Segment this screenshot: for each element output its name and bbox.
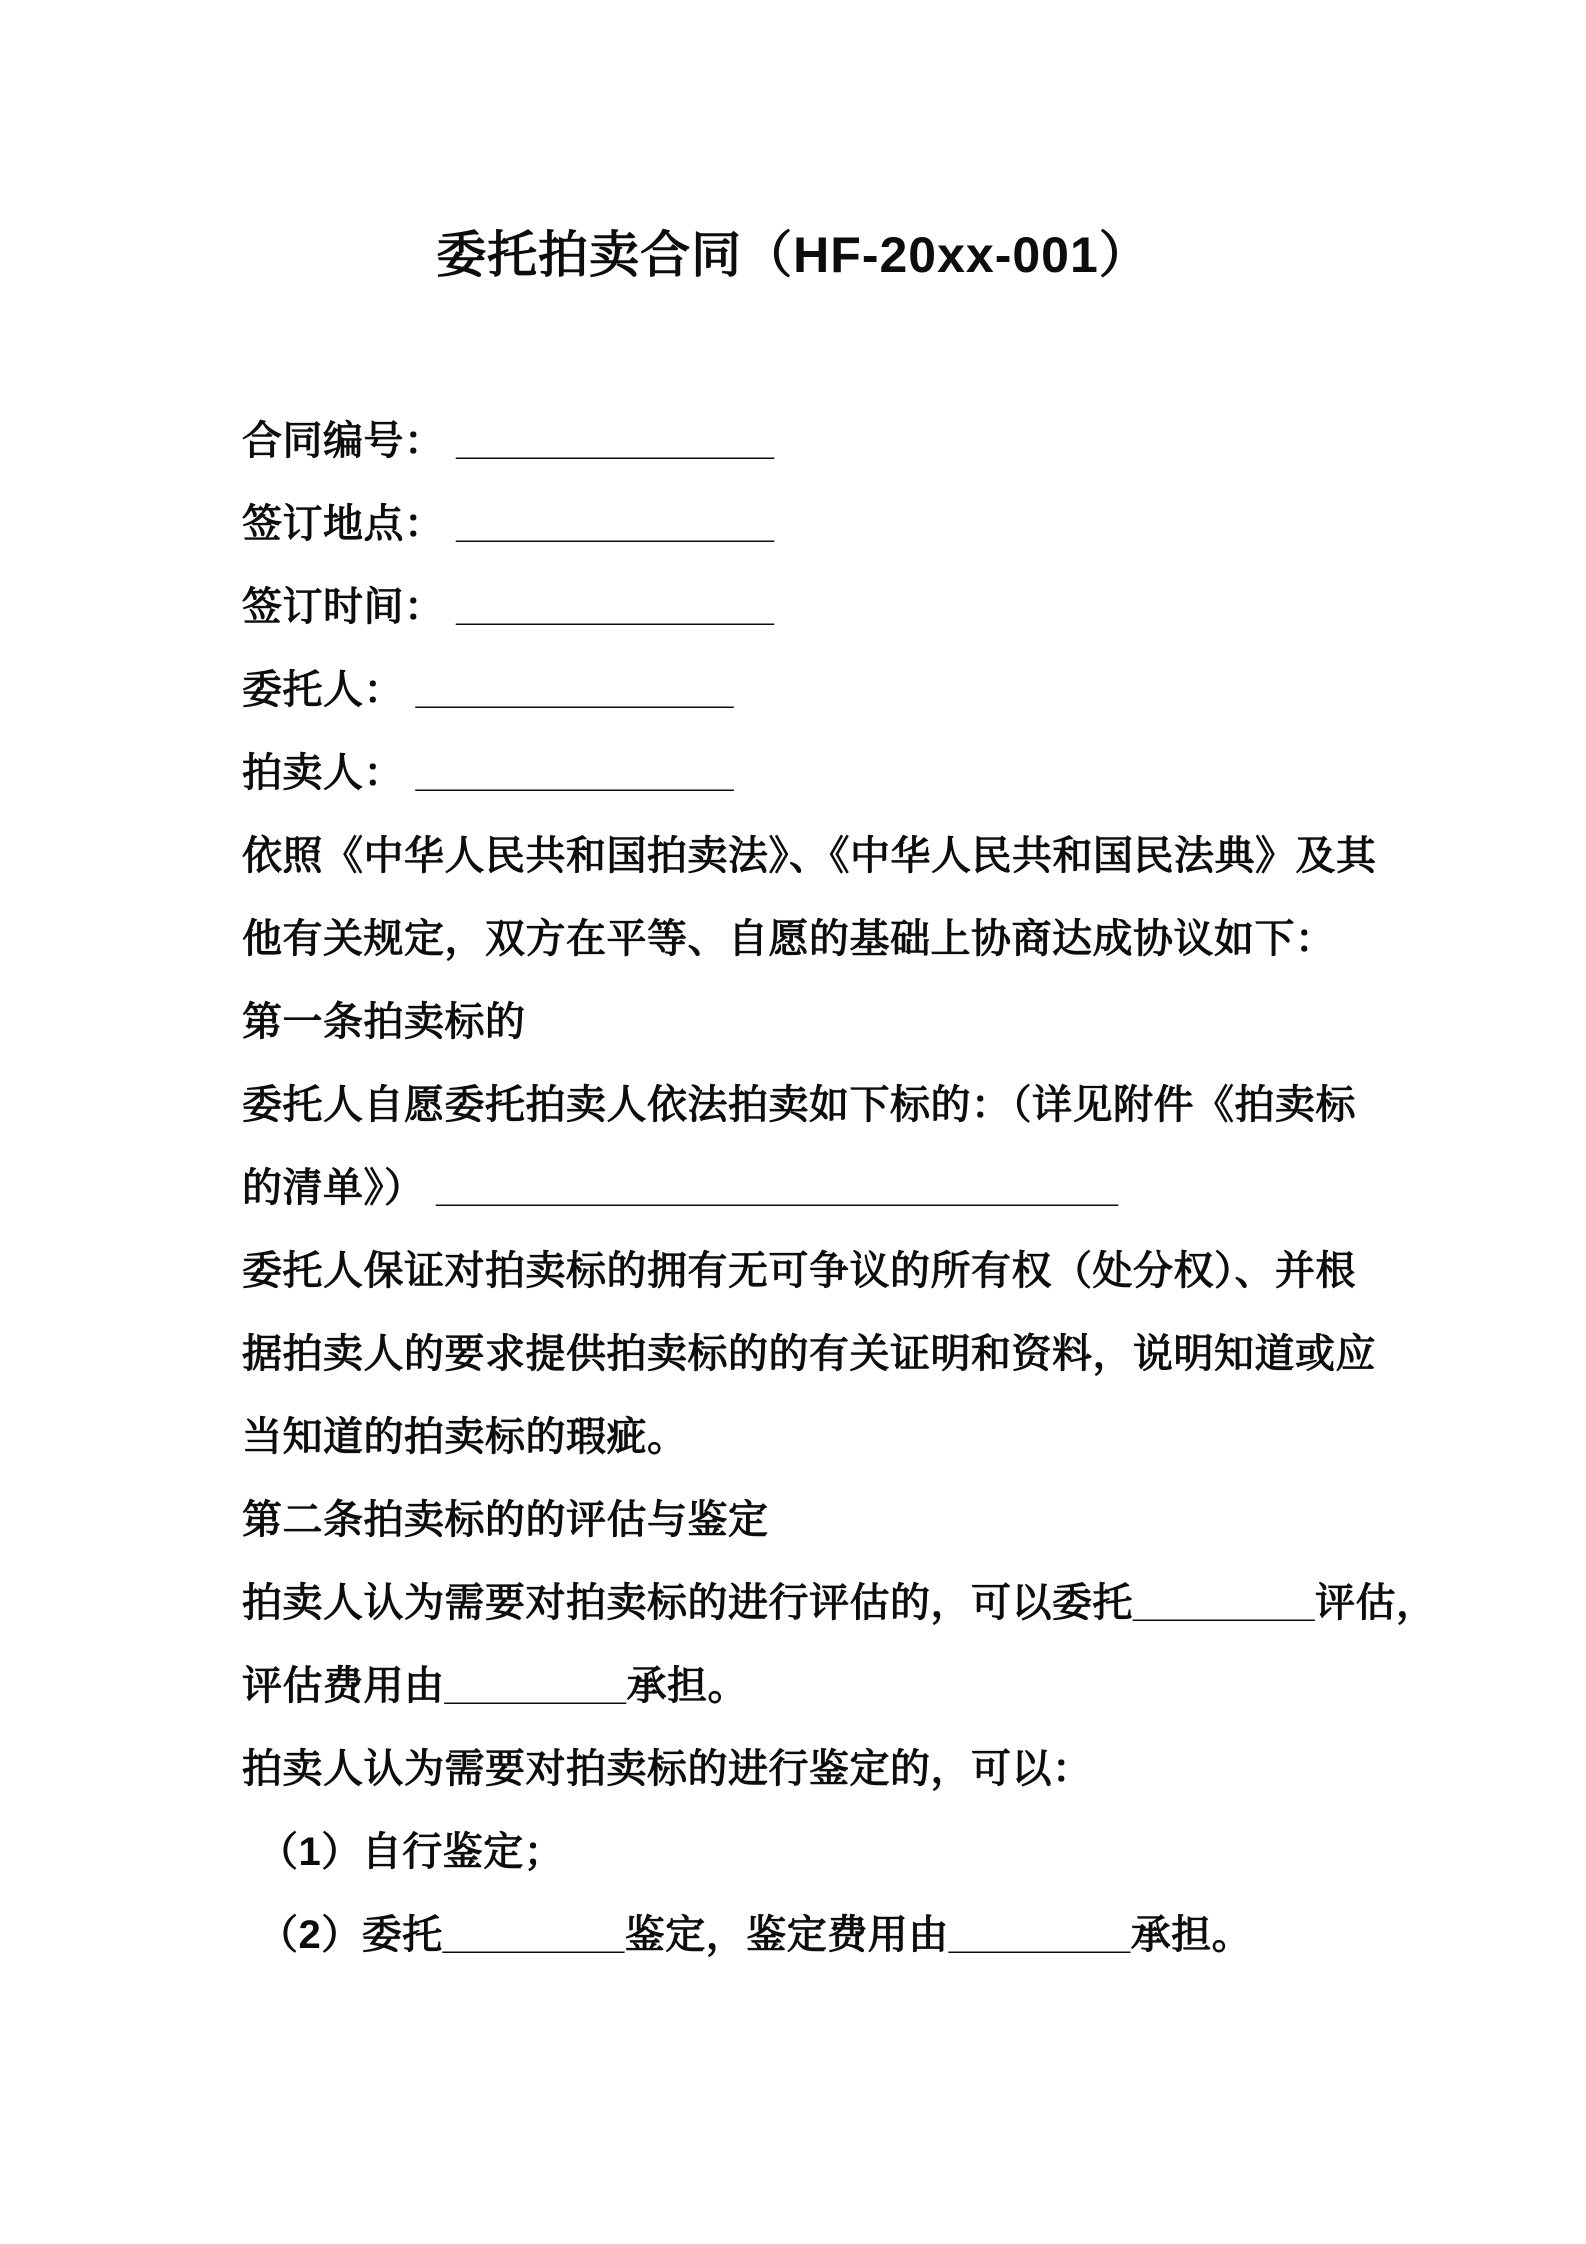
- contract-line: 委托人保证对拍卖标的拥有无可争议的所有权（处分权）、并根: [242, 1249, 1356, 1293]
- contract-line: 他有关规定，双方在平等、自愿的基础上协商达成协议如下：: [242, 917, 1336, 961]
- contract-line: 拍卖人认为需要对拍卖标的进行鉴定的，可以：: [242, 1747, 1093, 1791]
- contract-line: 委托人自愿委托拍卖人依法拍卖如下标的：（详见附件《拍卖标: [242, 1083, 1356, 1127]
- contract-line: 拍卖人： ______________: [242, 751, 735, 795]
- contract-line: 委托人： ______________: [242, 668, 735, 712]
- contract-line: 签订地点： ______________: [242, 502, 775, 546]
- contract-body: [242, 400, 1437, 1977]
- contract-line: 签订时间： ______________: [242, 585, 775, 629]
- contract-line: 第二条拍卖标的的评估与鉴定: [242, 1498, 769, 1542]
- contract-line: 合同编号： ______________: [242, 419, 775, 463]
- contract-title: 委托拍卖合同（HF-20xx-001）: [436, 227, 1150, 283]
- contract-line: 评估费用由________承担。: [242, 1664, 748, 1708]
- contract-line: 当知道的拍卖标的瑕疵。: [242, 1415, 688, 1459]
- contract-line: （1）自行鉴定；: [258, 1830, 565, 1874]
- contract-line: 据拍卖人的要求提供拍卖标的的有关证明和资料，说明知道或应: [242, 1332, 1376, 1376]
- contract-line: 第一条拍卖标的: [242, 1000, 526, 1044]
- contract-line: 依照《中华人民共和国拍卖法》、《中华人民共和国民法典》及其: [242, 834, 1377, 878]
- contract-line: 拍卖人认为需要对拍卖标的进行评估的，可以委托________评估，: [242, 1581, 1437, 1625]
- contract-line: （2）委托________鉴定，鉴定费用由________承担。: [258, 1913, 1253, 1957]
- contract-line: 的清单》） ______________________________: [242, 1166, 1119, 1210]
